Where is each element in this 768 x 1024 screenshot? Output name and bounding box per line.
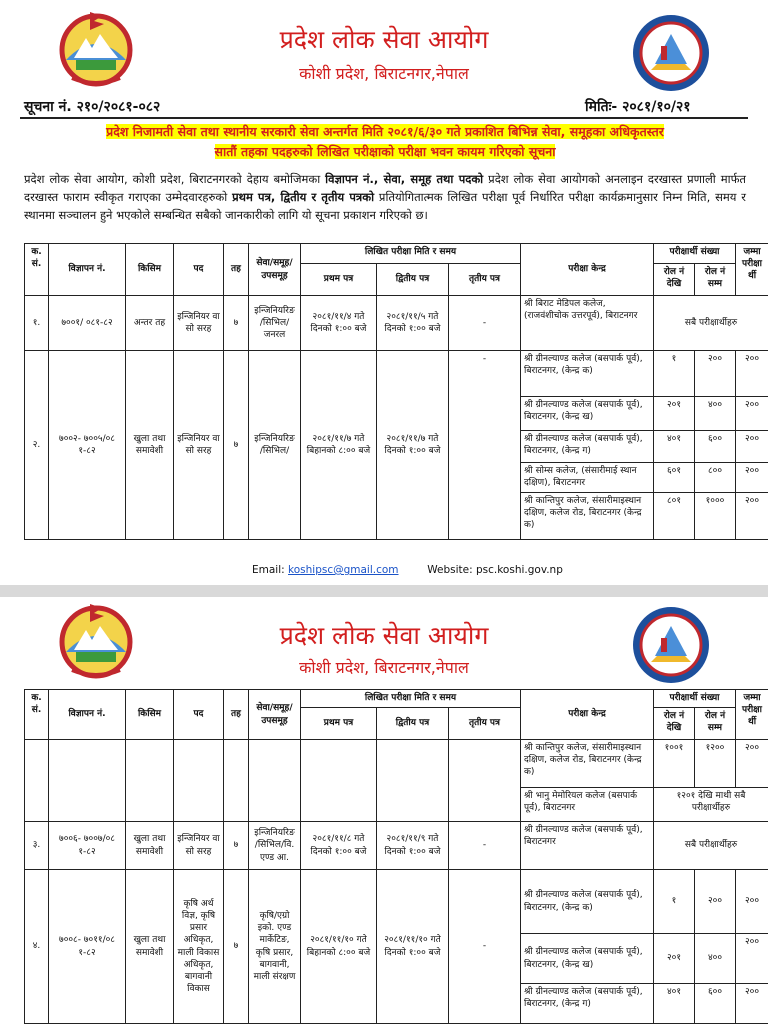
col-roll-to: रोल नं सम्म [695, 264, 736, 296]
row-roll-note: १२०१ देखि माथी सबै परीक्षार्थीहरु [654, 788, 768, 822]
col-level: तह [224, 244, 249, 296]
col-post: पद [174, 690, 224, 740]
row-adv: ७००१/ ०८१-८२ [49, 296, 126, 351]
notice-date: मितिः- २०८१/१०/२१ [585, 99, 691, 115]
col-level: तह [224, 690, 249, 740]
row-roll-from: १००१ [654, 740, 695, 788]
col-paper3: तृतीय पत्र [449, 708, 521, 740]
row-center: श्री भानु मेमोरियल कलेज (बसपार्क पूर्व), बिराटनगर [521, 788, 654, 822]
nepal-emblem-logo-top [52, 8, 140, 88]
row-roll-from: ४०१ [654, 431, 695, 463]
nepal-coat-of-arms-icon [52, 8, 140, 88]
col-paper3: तृतीय पत्र [449, 264, 521, 296]
notice-heading-line1: प्रदेश निजामती सेवा तथा स्थानीय सरकारी सेवा अन्तर्गत मिति २०८१/६/३० गते प्रकाशित बिभिन्न सेवा, समूहका अधिकृतस्तर [106, 124, 664, 139]
row-kind: खुला तथा समावेशी [126, 822, 174, 870]
row-adv: ७००८- ७०११/०८ १-८२ [49, 870, 126, 1024]
row-roll-to: ४०० [695, 934, 736, 984]
col-roll: परीक्षार्थी संख्या [654, 244, 736, 264]
table-row [25, 296, 768, 351]
col-adv: विज्ञापन नं. [49, 244, 126, 296]
row-total: २०० [736, 934, 768, 984]
row-roll-to: ४०० [695, 397, 736, 431]
row-post: कृषि अर्थ विज्ञ, कृषि प्रसार अधिकृत, माली विकास अधिकृत, बागवानी विकास [174, 870, 224, 1024]
koshi-psc-emblem-icon [625, 12, 717, 94]
row-roll-from: १ [654, 351, 695, 397]
row-paper3: - [449, 296, 521, 351]
row-total: २०० [736, 984, 768, 1024]
row-level: ७ [224, 822, 249, 870]
row-service: कृषि/एग्रो इको. एण्ड मार्केटिङ, कृषि प्रसार, बागवानी, माली संरक्षण [249, 870, 301, 1024]
table-row [25, 870, 768, 934]
row-service: इन्जिनियरिङ /सिभिल/वि. एण्ड आ. [249, 822, 301, 870]
row-adv: ७००६- ७००७/०८ १-८२ [49, 822, 126, 870]
col-sn: क. सं. [25, 244, 49, 296]
commission-subtitle: कोशी प्रदेश, बिराटनगर,नेपाल [299, 64, 469, 83]
row-level: ७ [224, 351, 249, 540]
row-adv: ७००२- ७००५/०८ १-८२ [49, 351, 126, 540]
row-post: इन्जिनियर वा सो सरह [174, 351, 224, 540]
row-service: इन्जिनियरिङ /सिभिल/ [249, 351, 301, 540]
table-row [25, 740, 768, 788]
commission-subtitle-2: कोशी प्रदेश, बिराटनगर,नेपाल [299, 658, 469, 677]
notice-heading [30, 122, 740, 162]
exam-schedule-table-2 [24, 689, 768, 1024]
row-total: २०० [736, 870, 768, 934]
website-label: Website: [427, 564, 473, 576]
col-service: सेवा/समूह/ उपसमूह [249, 690, 301, 740]
row-roll-to: १००० [695, 493, 736, 540]
table-header-row [25, 690, 768, 708]
nepal-emblem-logo-bottom [52, 600, 140, 680]
commission-title: प्रदेश लोक सेवा आयोग [279, 25, 489, 54]
row-center: श्री बिराट मेडिपल कलेज,(राजवंशीचोक उत्तरपूर्व), बिराटनगर [521, 296, 654, 351]
table-row [25, 822, 768, 870]
row-roll-from: २०१ [654, 397, 695, 431]
row-post: इन्जिनियर वा सो सरह [174, 296, 224, 351]
row-center: श्री कान्तिपुर कलेज, संसारीमाइस्थान दक्षिण, कलेज रोड, बिराटनगर (केन्द्र क) [521, 493, 654, 540]
row-roll-from: ४०१ [654, 984, 695, 1024]
col-roll: परीक्षार्थी संख्या [654, 690, 736, 708]
row-kind: अन्तर तह [126, 296, 174, 351]
page-separator [0, 585, 768, 597]
row-total: २०० [736, 351, 768, 397]
row-roll-from: २०१ [654, 934, 695, 984]
row-center: श्री ग्रीनल्याण्ड कलेज (बसपार्क पूर्व), बिराटनगर, (केन्द्र क) [521, 351, 654, 397]
psc-emblem-logo-top [625, 12, 717, 94]
row-paper1: २०८१/११/८ गते दिनको १:०० बजे [301, 822, 377, 870]
col-kind: किसिम [126, 690, 174, 740]
row-roll-from: ८०१ [654, 493, 695, 540]
row-sn: ४. [25, 870, 49, 1024]
col-total: जम्मा परीक्षा र्थी [736, 244, 768, 296]
psc-emblem-logo-bottom [625, 604, 717, 686]
row-level: ७ [224, 296, 249, 351]
row-paper2: २०८१/११/१० गते दिनको १:०० बजे [377, 870, 449, 1024]
col-exam-datetime: लिखित परीक्षा मिति र समय [301, 690, 521, 708]
col-paper1: प्रथम पत्र [301, 264, 377, 296]
notice-body-text-a: प्रदेश लोक सेवा आयोग, कोशी प्रदेश, बिराटनगरको देहाय बमोजिमका [24, 172, 326, 186]
row-roll-to: ८०० [695, 463, 736, 493]
col-post: पद [174, 244, 224, 296]
row-center: श्री ग्रीनल्याण्ड कलेज (बसपार्क पूर्व), बिराटनगर, (केन्द्र ग) [521, 431, 654, 463]
row-center: श्री कान्तिपुर कलेज, संसारीमाइस्थान दक्षिण, कलेज रोड, बिराटनगर (केन्द्र क) [521, 740, 654, 788]
commission-title-2: प्रदेश लोक सेवा आयोग [279, 621, 489, 650]
row-total: २०० [736, 463, 768, 493]
row-total: २०० [736, 740, 768, 788]
notice-heading-line2: सातौं तहका पदहरुको लिखित परीक्षाको परीक्षा भवन कायम गरिएको सूचना [214, 144, 556, 159]
row-roll-all: सबै परीक्षार्थीहरु [654, 296, 768, 351]
koshi-psc-emblem-icon [625, 604, 717, 686]
row-roll-from: ६०१ [654, 463, 695, 493]
row-total: २०० [736, 493, 768, 540]
row-center: श्री ग्रीनल्याण्ड कलेज (बसपार्क पूर्व), बिराटनगर, (केन्द्र ख) [521, 934, 654, 984]
col-roll-from: रोल नं देखि [654, 708, 695, 740]
notice-body-text-e: प्रतियोगितात्मक लिखित परीक्षा पूर्व निर्धारित परीक्षा कार्यक्रमानुसार निम्न मिति, समय र स्थानमा सञ्चालन हुने भएकोले सम्बन्धित सबैको जानकारीको लागि यो सूचना प्रकाशन गरिएको छ। [24, 190, 746, 222]
email-link[interactable]: koshipsc@gmail.com [288, 564, 399, 576]
col-total: जम्मा परीक्षा र्थी [736, 690, 768, 740]
notice-body-text-c: प्रदेश लोक सेवा आयोगको अनलाइन दरखास्त प्रणाली मार्फत दरखास्त फाराम स्वीकृत गराएका उम्मेदवारहरुको [24, 172, 746, 204]
notice-number: सूचना नं. २१०/२०८१-०८२ [24, 99, 161, 115]
col-paper1: प्रथम पत्र [301, 708, 377, 740]
col-adv: विज्ञापन नं. [49, 690, 126, 740]
notice-body [24, 170, 746, 224]
row-paper3: - [449, 822, 521, 870]
row-roll-to: २०० [695, 351, 736, 397]
row-roll-to: ६०० [695, 431, 736, 463]
table-header-row [25, 244, 768, 264]
row-center: श्री ग्रीनल्याण्ड कलेज (बसपार्क पूर्व), बिराटनगर, (केन्द्र ग) [521, 984, 654, 1024]
email-label: Email: [252, 564, 285, 576]
row-paper2: २०८१/११/९ गते दिनको १:०० बजे [377, 822, 449, 870]
notice-body-bold-b: विज्ञापन नं., सेवा, समूह तथा पदको [325, 172, 484, 186]
row-kind: खुला तथा समावेशी [126, 351, 174, 540]
col-sn: क. सं. [25, 690, 49, 740]
col-roll-from: रोल नं देखि [654, 264, 695, 296]
row-service: इन्जिनियरिङ /सिभिल/ जनरल [249, 296, 301, 351]
row-paper1: २०८१/११/१० गते बिहानको ८:०० बजे [301, 870, 377, 1024]
website-link[interactable]: psc.koshi.gov.np [475, 564, 563, 576]
footer-contact [252, 564, 563, 576]
row-paper1: २०८१/११/४ गते दिनको १:०० बजे [301, 296, 377, 351]
row-paper3: - [449, 870, 521, 1024]
row-post: इन्जिनियर वा सो सरह [174, 822, 224, 870]
col-roll-to: रोल नं सम्म [695, 708, 736, 740]
nepal-coat-of-arms-icon [52, 600, 140, 680]
row-sn: १. [25, 296, 49, 351]
header-divider [20, 117, 748, 119]
row-roll-to: १२०० [695, 740, 736, 788]
notice-body-bold-d: प्रथम पत्र, द्वितीय र तृतीय पत्रको [232, 190, 375, 204]
row-center: श्री ग्रीनल्याण्ड कलेज (बसपार्क पूर्व), बिराटनगर, (केन्द्र ख) [521, 397, 654, 431]
col-paper2: द्वितीय पत्र [377, 708, 449, 740]
row-center: श्री ग्रीनल्याण्ड कलेज (बसपार्क पूर्व), बिराटनगर, (केन्द्र क) [521, 870, 654, 934]
row-center: श्री सोम्स कलेज, (संसारीमाई स्थान दक्षिण), बिराटनगर [521, 463, 654, 493]
col-kind: किसिम [126, 244, 174, 296]
exam-schedule-table-1 [24, 243, 768, 540]
col-center: परीक्षा केन्द्र [521, 244, 654, 296]
row-paper1: २०८१/११/७ गते बिहानको ८:०० बजे [301, 351, 377, 540]
row-level: ७ [224, 870, 249, 1024]
row-sn: २. [25, 351, 49, 540]
col-paper2: द्वितीय पत्र [377, 264, 449, 296]
row-sn: ३. [25, 822, 49, 870]
row-paper3: - [449, 351, 521, 540]
row-total: २०० [736, 397, 768, 431]
col-exam-datetime: लिखित परीक्षा मिति र समय [301, 244, 521, 264]
row-roll-to: ६०० [695, 984, 736, 1024]
row-paper2: २०८१/११/५ गते दिनको १:०० बजे [377, 296, 449, 351]
row-total: २०० [736, 431, 768, 463]
table-row [25, 351, 768, 397]
row-roll-to: २०० [695, 870, 736, 934]
row-roll-from: १ [654, 870, 695, 934]
col-service: सेवा/समूह/ उपसमूह [249, 244, 301, 296]
col-center: परीक्षा केन्द्र [521, 690, 654, 740]
row-center: श्री ग्रीनल्याण्ड कलेज (बसपार्क पूर्व), बिराटनगर [521, 822, 654, 870]
row-roll-all: सबै परीक्षार्थीहरु [654, 822, 768, 870]
row-paper2: २०८१/११/७ गते दिनको १:०० बजे [377, 351, 449, 540]
row-kind: खुला तथा समावेशी [126, 870, 174, 1024]
